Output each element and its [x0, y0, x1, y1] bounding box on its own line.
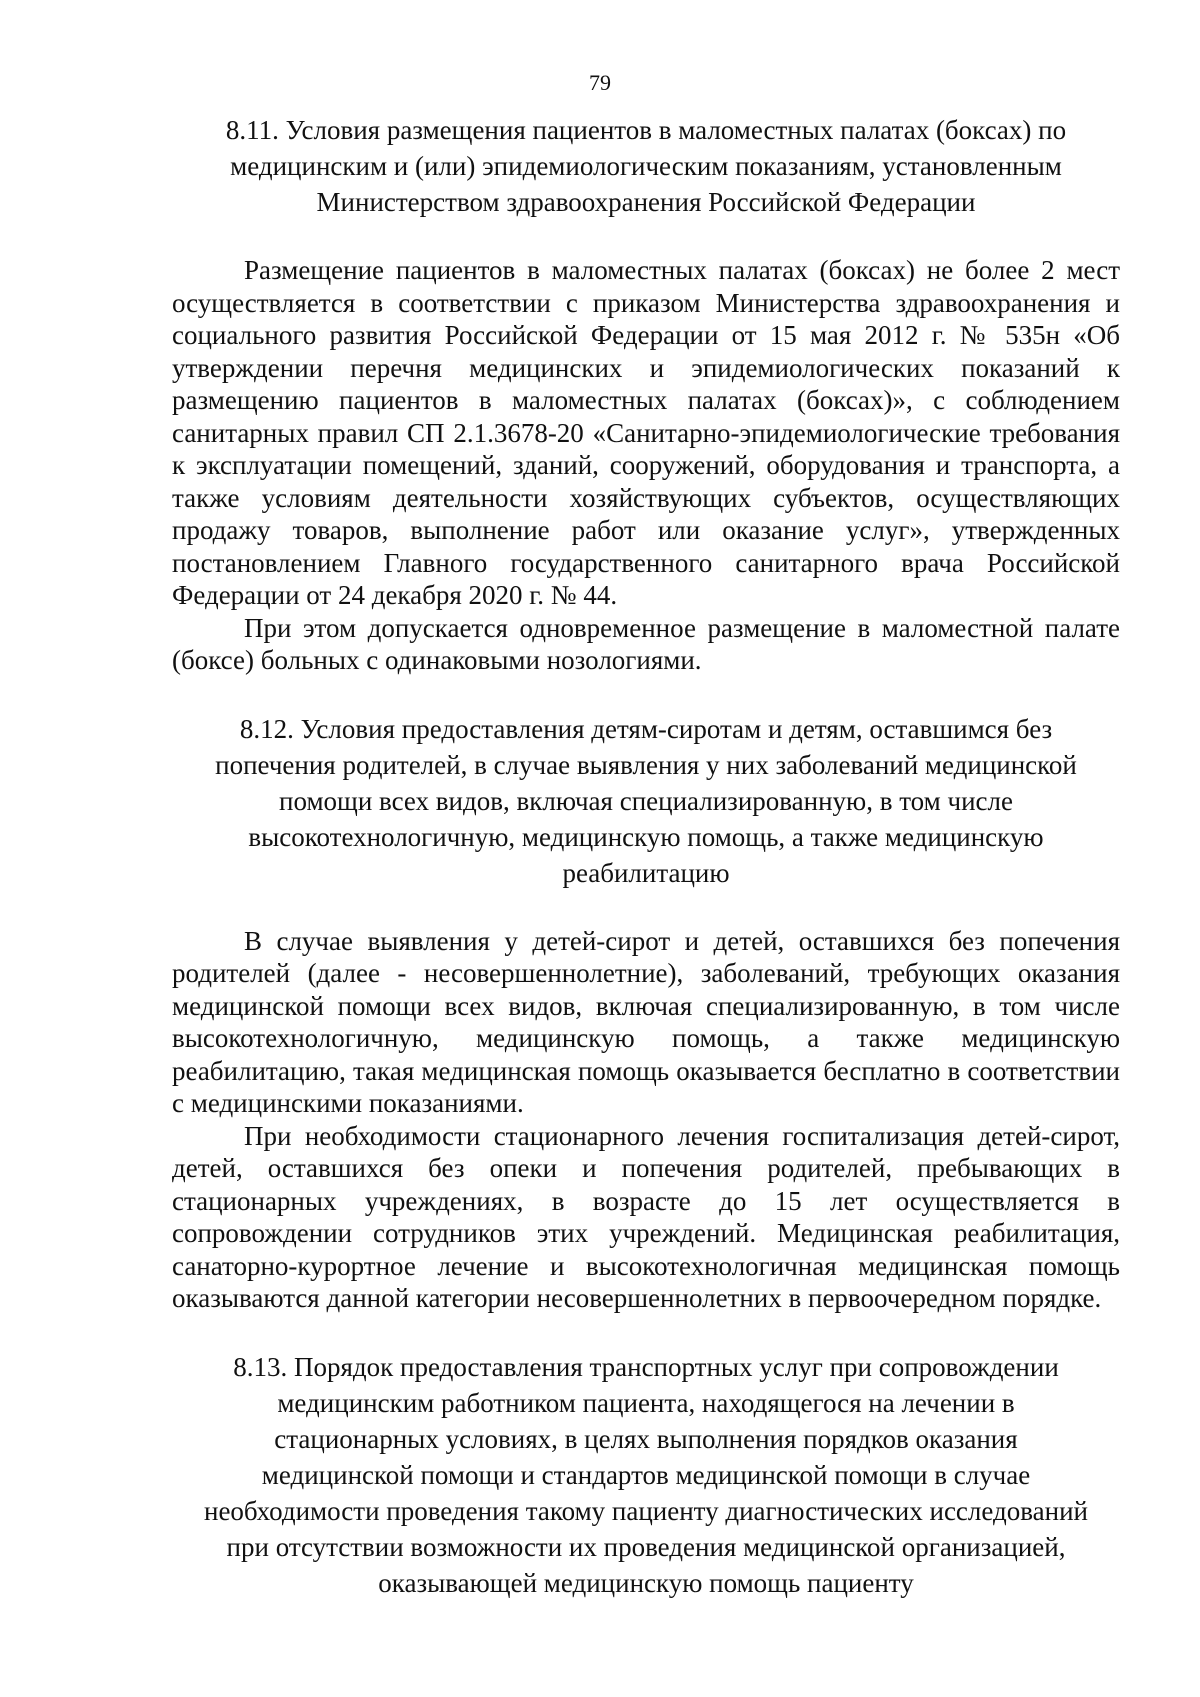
section-8-12 — [172, 711, 1120, 1315]
section-heading: 8.11. Условия размещения пациентов в маломестных палатах (боксах) по медицинским и (или) эпидемиологическим показаниям, установленным Министерством здравоохранения Российской Федерации — [225, 115, 1067, 217]
page-number: 79 — [589, 70, 611, 95]
section-paragraph: Размещение пациентов в маломестных палатах (боксах) не более 2 мест осуществляется в соответствии с приказом Министерства здравоохранения и социального развития Российской Федерации от 15 мая 2012 г. № 535н «Об утверждении перечня медицинских и эпидемиологических показаний к размещению пациентов в маломестных палатах (боксах)», с соблюдением санитарных правил СП 2.1.3678-20 «Санитарно-эпидемиологические требования к эксплуатации помещений, зданий, сооружений, оборудования и транспорта, а также условиям деятельности хозяйствующих субъектов, осуществляющих продажу товаров, выполнение работ или оказание услуг», утвержденных постановлением Главного государственного санитарного врача Российской Федерации от 24 декабря 2020 г. № 44. — [172, 255, 1120, 610]
section-heading: 8.12. Условия предоставления детям-сиротам и детям, оставшимся без попечения родителей, в случае выявления у них заболеваний медицинской помощи всех видов, включая специализированную, в том числе высокотехнологичную, медицинскую помощь, а также медицинскую реабилитацию — [215, 713, 1077, 888]
section-paragraph: При этом допускается одновременное размещение в маломестной палате (боксе) больных с одинаковыми нозологиями. — [172, 612, 1120, 675]
section-paragraph: При необходимости стационарного лечения госпитализация детей-сирот, детей, оставшихся без опеки и попечения родителей, пребывающих в стационарных учреждениях, в возрасте до 15 лет осуществляется в сопровождении сотрудников этих учреждений. Медицинская реабилитация, санаторно-курортное лечение и высокотехнологичная медицинская помощь оказываются данной категории несовершеннолетних в первоочередном порядке. — [172, 1120, 1120, 1313]
section-heading: 8.13. Порядок предоставления транспортных услуг при сопровождении медицинским работником пациента, находящегося на лечении в стационарных условиях, в целях выполнения порядков оказания медицинской помощи и стандартов медицинской помощи в случае необходимости проведения такому пациенту диагностических исследований при отсутствии возможности их проведения медицинской организацией, оказывающей медицинскую помощь пациенту — [204, 1351, 1088, 1598]
section-paragraph: В случае выявления у детей-сирот и детей, оставшихся без попечения родителей (далее - несовершеннолетние), заболеваний, требующих оказания медицинской помощи всех видов, включая специализированную, в том числе высокотехнологичную, медицинскую помощь, а также медицинскую реабилитацию, такая медицинская помощь оказывается бесплатно в соответствии с медицинскими показаниями. — [172, 925, 1120, 1118]
section-8-11 — [172, 112, 1120, 677]
document-body — [172, 112, 1120, 1601]
section-8-13 — [172, 1349, 1120, 1601]
